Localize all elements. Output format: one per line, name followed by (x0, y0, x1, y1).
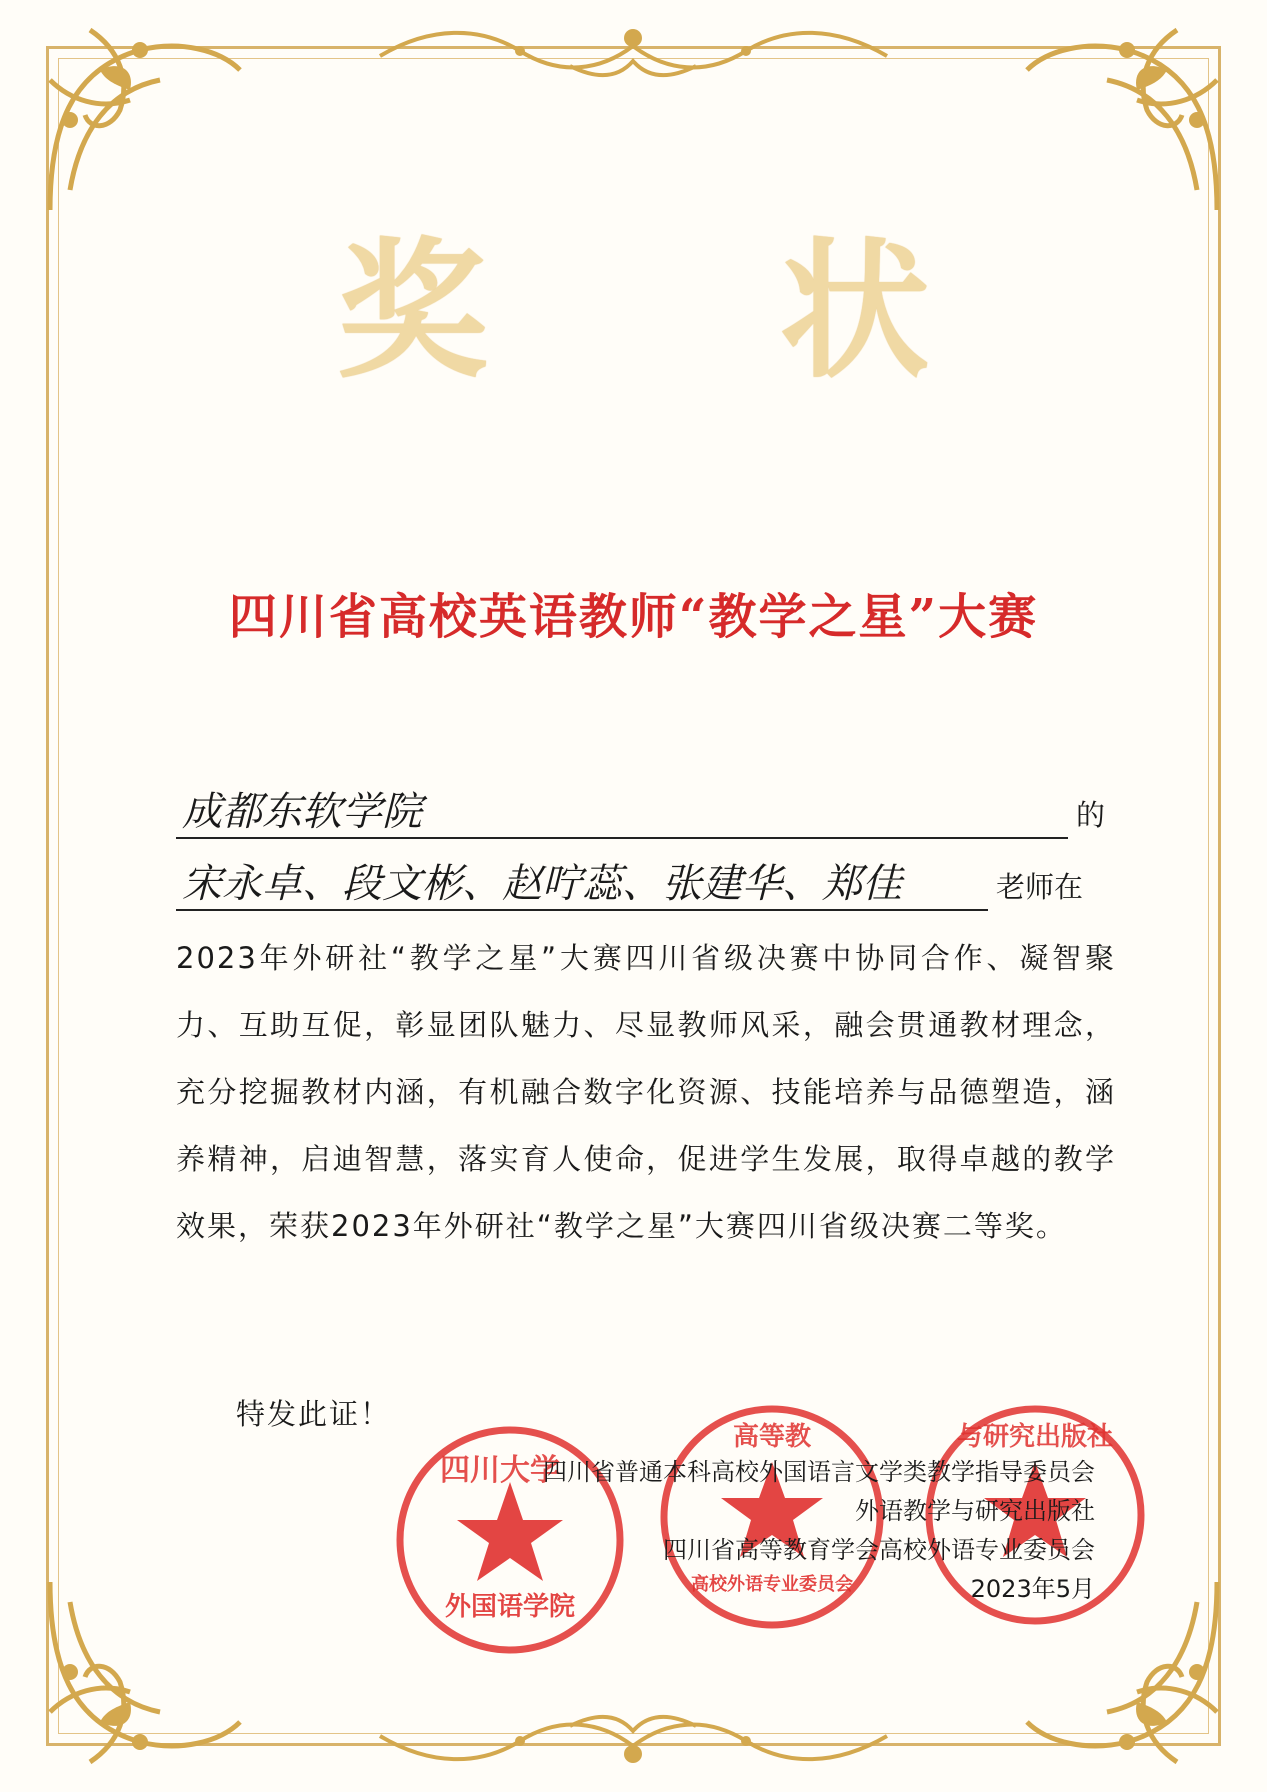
corner-ornament-bottom-left (30, 1552, 260, 1782)
institution-handwritten: 成都东软学院 (176, 780, 1068, 839)
teachers-suffix: 老师在 (996, 870, 1084, 904)
svg-text:外国语学院: 外国语学院 (444, 1592, 576, 1622)
teachers-handwritten: 宋永卓、段文彬、赵咛蕊、张建华、郑佳 (176, 852, 988, 911)
issuer-line-1: 四川省普通本科高校外国语言文学类教学指导委员会 (543, 1458, 1095, 1486)
issuers-block (543, 1453, 1095, 1609)
teachers-line (176, 852, 1116, 906)
svg-text:高等教: 高等教 (732, 1422, 812, 1452)
svg-text:与研究出版社: 与研究出版社 (956, 1422, 1114, 1452)
issuer-line-2: 外语教学与研究出版社 (855, 1497, 1095, 1525)
svg-text:高校外语专业委员会: 高校外语专业委员会 (691, 1574, 853, 1595)
award-body-text: 2023年外研社“教学之星”大赛四川省级决赛中协同合作、凝智聚力、互助互促，彰显团队魅力、尽显教师风采，融会贯通教材理念，充分挖掘教材内涵，有机融合数字化资源、技能培养与品德塑造，涵养精神，启迪智慧，落实育人使命，促进学生发展，取得卓越的教学效果，荣获2023年外研社“教学之星”大赛四川省级决赛二等奖。 (176, 941, 1116, 1243)
issuer-line-3: 四川省高等教育学会高校外语专业委员会 (663, 1536, 1095, 1564)
institution-suffix: 的 (1076, 798, 1106, 832)
issue-date: 2023年5月 (970, 1575, 1095, 1603)
competition-name: 四川省高校英语教师“教学之星”大赛 (228, 589, 1039, 645)
top-flourish-ornament (370, 16, 897, 86)
svg-text:四川大学: 四川大学 (440, 1453, 560, 1488)
certificate-title: 奖 状 (337, 223, 1050, 399)
bottom-flourish-ornament (370, 1706, 897, 1776)
closing-text: 特发此证！ (236, 1397, 392, 1431)
institution-line (176, 780, 1116, 834)
